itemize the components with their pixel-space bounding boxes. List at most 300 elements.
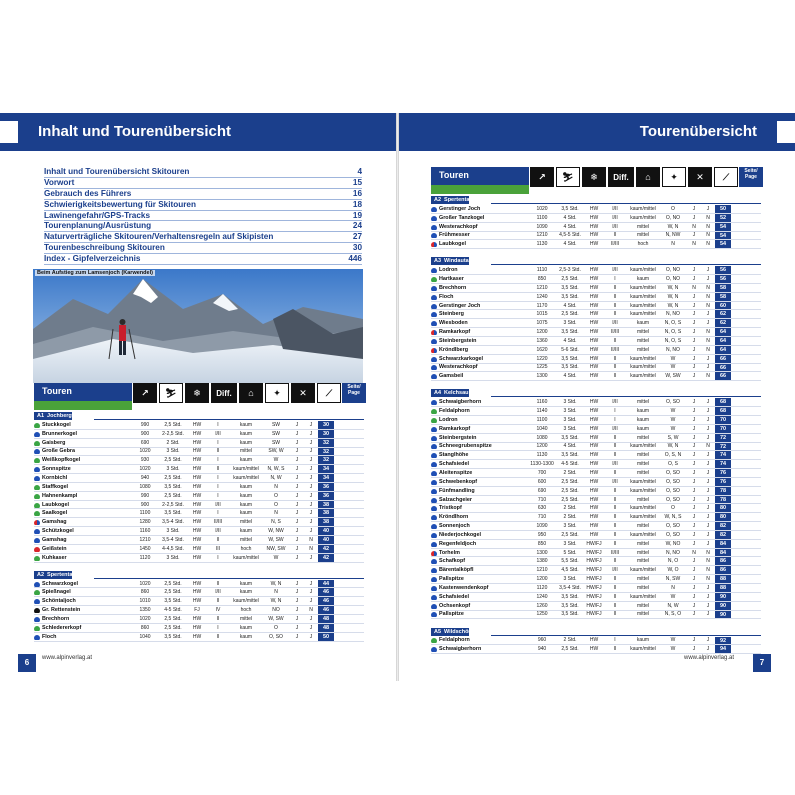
exposition: W bbox=[273, 554, 279, 561]
public-transport: J bbox=[706, 434, 710, 441]
section-header bbox=[431, 389, 491, 397]
public-transport: J bbox=[706, 505, 710, 512]
right-footer-url[interactable]: www.alpinverlag.at bbox=[684, 655, 735, 661]
ski-icon: ⟋ bbox=[714, 167, 738, 187]
public-transport: N bbox=[706, 232, 710, 239]
tour-row[interactable] bbox=[431, 205, 761, 214]
tour-row[interactable] bbox=[431, 584, 761, 593]
avalanche-risk: kaum bbox=[239, 580, 253, 587]
exposition: N, NO bbox=[666, 549, 680, 556]
duration: 2 Std. bbox=[563, 469, 577, 476]
page-ref: 64 bbox=[715, 328, 731, 336]
hut: J bbox=[692, 329, 696, 336]
tour-name bbox=[34, 634, 132, 640]
public-transport: N bbox=[706, 549, 710, 556]
difficulty: I bbox=[217, 457, 219, 464]
hut: J bbox=[692, 337, 696, 344]
tour-row[interactable] bbox=[34, 580, 364, 589]
exposition: W, SW bbox=[268, 536, 284, 543]
page-ref: 44 bbox=[318, 580, 334, 588]
duration: 3 Std. bbox=[166, 448, 180, 455]
tour-name bbox=[34, 502, 132, 508]
difficulty: II bbox=[216, 598, 220, 605]
tour-name bbox=[431, 452, 529, 458]
tour-row[interactable] bbox=[431, 540, 761, 549]
ski-type: HW bbox=[589, 487, 599, 494]
tour-row[interactable] bbox=[431, 232, 761, 241]
public-transport: J bbox=[309, 439, 313, 446]
tour-row[interactable] bbox=[34, 483, 364, 492]
tour-row[interactable] bbox=[431, 645, 761, 654]
duration: 3,5 Std. bbox=[561, 293, 579, 300]
elevation: 1040 bbox=[139, 633, 151, 640]
page-ref: 64 bbox=[715, 337, 731, 345]
duration: 3 Std. bbox=[563, 416, 577, 423]
duration: 2-2,5 Std. bbox=[162, 430, 184, 437]
tour-name-text: Schützkogel bbox=[42, 528, 74, 535]
avalanche-risk: hoch bbox=[240, 545, 252, 552]
difficulty: I bbox=[217, 492, 219, 499]
elevation: 1300 bbox=[536, 373, 548, 380]
tour-row[interactable] bbox=[34, 554, 364, 563]
page-ref: 62 bbox=[715, 310, 731, 318]
hut: J bbox=[692, 416, 696, 423]
tour-row[interactable] bbox=[431, 531, 761, 540]
avalanche-risk: mittel bbox=[637, 337, 649, 344]
duration: 3 Std. bbox=[563, 540, 577, 547]
tour-row[interactable] bbox=[34, 527, 364, 536]
tour-row[interactable] bbox=[34, 518, 364, 527]
tour-row[interactable] bbox=[431, 266, 761, 275]
tour-name-text: Schwarzkogel bbox=[42, 580, 78, 587]
hut: J bbox=[692, 373, 696, 380]
tour-name-text: Kuhkaser bbox=[42, 554, 67, 561]
tour-row[interactable] bbox=[34, 615, 364, 624]
ski-type: HW bbox=[589, 232, 599, 239]
difficulty-dot bbox=[431, 400, 437, 405]
duration: 2,5 Std. bbox=[561, 487, 579, 494]
tour-row[interactable] bbox=[34, 633, 364, 642]
left-footer-url[interactable]: www.alpinverlag.at bbox=[42, 655, 93, 661]
hut: J bbox=[692, 523, 696, 530]
tour-name bbox=[34, 555, 132, 561]
exposition: W bbox=[670, 416, 676, 423]
ski-type: HW bbox=[192, 580, 202, 587]
ski-type: HW bbox=[589, 355, 599, 362]
avalanche-risk: mittel bbox=[637, 434, 649, 441]
elevation: 1110 bbox=[536, 267, 548, 274]
public-transport: J bbox=[706, 267, 710, 274]
page-ref: 88 bbox=[715, 584, 731, 592]
page-ref: 32 bbox=[318, 456, 334, 464]
hut: N bbox=[692, 241, 696, 248]
hut: J bbox=[692, 205, 696, 212]
duration: 3 Std. bbox=[166, 554, 180, 561]
duration: 2,5 Std. bbox=[164, 589, 182, 596]
tour-row[interactable] bbox=[431, 214, 761, 223]
toc-entry[interactable] bbox=[44, 232, 362, 243]
avalanche-risk: mittel bbox=[637, 611, 649, 618]
tour-name-text: Kornbichl bbox=[42, 474, 68, 481]
duration: 3,5 Std. bbox=[561, 355, 579, 362]
tour-name bbox=[34, 475, 132, 481]
public-transport: J bbox=[309, 589, 313, 596]
tour-name-text: Schledererkopf bbox=[42, 624, 82, 631]
tour-name-text: Aleitenspitze bbox=[439, 469, 473, 476]
public-transport: J bbox=[309, 615, 313, 622]
public-transport: N bbox=[706, 214, 710, 221]
tour-name-text: Staffkogel bbox=[42, 483, 69, 490]
difficulty: II/III bbox=[610, 241, 620, 248]
toc-entry[interactable] bbox=[44, 178, 362, 189]
public-transport: J bbox=[706, 205, 710, 212]
exposition: W, NW bbox=[268, 528, 284, 535]
ski-type: HW bbox=[589, 425, 599, 432]
avalanche-risk: kaum bbox=[239, 439, 253, 446]
exposition: W bbox=[273, 457, 279, 464]
tour-row[interactable] bbox=[431, 275, 761, 284]
public-transport: J bbox=[706, 602, 710, 609]
duration: 5 Std. bbox=[563, 549, 577, 556]
difficulty-dot bbox=[34, 590, 40, 595]
tour-row[interactable] bbox=[431, 478, 761, 487]
hut: J bbox=[295, 536, 299, 543]
tour-row[interactable] bbox=[431, 310, 761, 319]
section-header bbox=[431, 257, 491, 265]
difficulty: I bbox=[614, 637, 616, 644]
hut: J bbox=[692, 311, 696, 318]
duration: 3,5 Std. bbox=[561, 452, 579, 459]
tour-row[interactable] bbox=[431, 302, 761, 311]
right-title-band bbox=[399, 113, 795, 151]
tour-row[interactable] bbox=[431, 469, 761, 478]
hut: J bbox=[692, 514, 696, 521]
tour-row[interactable] bbox=[431, 284, 761, 293]
difficulty-dot bbox=[431, 357, 437, 362]
page-ref: 50 bbox=[715, 205, 731, 213]
elevation: 1090 bbox=[536, 523, 548, 530]
toc-entry[interactable] bbox=[44, 211, 362, 222]
section-rows bbox=[431, 637, 761, 655]
duration: 4,5 Std. bbox=[561, 567, 579, 574]
tour-name-text: Feldalphorn bbox=[439, 408, 470, 415]
difficulty: II bbox=[216, 466, 220, 473]
difficulty: II bbox=[613, 602, 617, 609]
section-code: A1 bbox=[37, 413, 45, 419]
tour-name-text: Frühmesser bbox=[439, 232, 470, 239]
page-ref: 34 bbox=[318, 465, 334, 473]
hut: J bbox=[692, 540, 696, 547]
page-column-header: Seite/ Page bbox=[739, 167, 763, 187]
ski-type: HW bbox=[192, 448, 202, 455]
tour-row[interactable] bbox=[431, 549, 761, 558]
ski-type: HW bbox=[589, 637, 599, 644]
tour-row[interactable] bbox=[431, 487, 761, 496]
hut: J bbox=[295, 448, 299, 455]
page-ref: 76 bbox=[715, 469, 731, 477]
tour-row[interactable] bbox=[431, 637, 761, 646]
tour-row[interactable] bbox=[431, 346, 761, 355]
avalanche-risk: mittel bbox=[637, 558, 649, 565]
tour-row[interactable] bbox=[431, 328, 761, 337]
difficulty-dot bbox=[431, 242, 437, 247]
tour-name bbox=[431, 276, 529, 282]
tour-row[interactable] bbox=[431, 460, 761, 469]
tour-row[interactable] bbox=[34, 509, 364, 518]
difficulty: I/II bbox=[215, 589, 221, 596]
tour-row[interactable] bbox=[34, 448, 364, 457]
tour-row[interactable] bbox=[34, 456, 364, 465]
tour-row[interactable] bbox=[431, 240, 761, 249]
toc-entry[interactable] bbox=[44, 167, 362, 178]
tour-row[interactable] bbox=[431, 293, 761, 302]
tour-row[interactable] bbox=[431, 504, 761, 513]
page-ref: 38 bbox=[318, 501, 334, 509]
difficulty-dot bbox=[34, 635, 40, 640]
duration: 3,5 Std. bbox=[561, 593, 579, 600]
tour-row[interactable] bbox=[431, 416, 761, 425]
tour-name bbox=[431, 523, 529, 529]
avalanche-risk: hoch bbox=[637, 241, 649, 248]
difficulty-dot bbox=[34, 538, 40, 543]
public-transport: N bbox=[706, 223, 710, 230]
ski-type: HW/FJ bbox=[586, 540, 602, 547]
hut: J bbox=[692, 232, 696, 239]
public-transport: N bbox=[309, 545, 313, 552]
difficulty-dot bbox=[34, 608, 40, 613]
difficulty-dot bbox=[34, 582, 40, 587]
tour-row[interactable] bbox=[34, 545, 364, 554]
exposition: N bbox=[274, 589, 278, 596]
section-name: Windautal bbox=[444, 258, 471, 265]
tour-name bbox=[431, 417, 529, 423]
section-header bbox=[431, 628, 491, 636]
ski-type: HW bbox=[589, 364, 599, 371]
difficulty: I bbox=[217, 624, 219, 631]
page-ref: 88 bbox=[715, 575, 731, 583]
difficulty-dot bbox=[34, 467, 40, 472]
avalanche-risk: kaum/mittel bbox=[630, 373, 656, 380]
tour-row[interactable] bbox=[431, 522, 761, 531]
public-transport: J bbox=[309, 466, 313, 473]
difficulty: II bbox=[613, 284, 617, 291]
page-ref: 56 bbox=[715, 266, 731, 274]
elevation: 1130 bbox=[536, 241, 548, 248]
tour-row[interactable] bbox=[431, 223, 761, 232]
duration: 3,5 Std. bbox=[164, 598, 182, 605]
hut: J bbox=[692, 214, 696, 221]
tour-name-text: Wiesboden bbox=[439, 320, 468, 327]
tour-name bbox=[34, 422, 132, 428]
tour-row[interactable] bbox=[34, 606, 364, 615]
avalanche-risk: kaum bbox=[636, 425, 650, 432]
toc-entry-page: 27 bbox=[352, 232, 362, 242]
tour-name-text: Steinbergstein bbox=[439, 337, 477, 344]
tour-row[interactable] bbox=[431, 398, 761, 407]
duration: 2,5 Std. bbox=[164, 624, 182, 631]
hut: J bbox=[692, 408, 696, 415]
tour-row[interactable] bbox=[431, 425, 761, 434]
hut: J bbox=[692, 646, 696, 653]
tour-name bbox=[34, 519, 132, 525]
tour-row[interactable] bbox=[431, 337, 761, 346]
tour-row[interactable] bbox=[431, 443, 761, 452]
ski-type: HW bbox=[589, 302, 599, 309]
difficulty: I/II bbox=[612, 267, 618, 274]
ski-type: HW bbox=[589, 496, 599, 503]
duration: 3,5 Std. bbox=[561, 434, 579, 441]
tour-row[interactable] bbox=[431, 434, 761, 443]
duration: 2,5 Std. bbox=[561, 531, 579, 538]
page-ref: 66 bbox=[715, 372, 731, 380]
page-ref: 30 bbox=[318, 421, 334, 429]
tour-row[interactable] bbox=[431, 364, 761, 373]
exposition: SW bbox=[271, 421, 281, 428]
tour-name bbox=[34, 528, 132, 534]
tour-row[interactable] bbox=[34, 501, 364, 510]
avalanche-risk: kaum bbox=[636, 276, 650, 283]
tour-row[interactable] bbox=[431, 513, 761, 522]
elevation: 850 bbox=[537, 540, 547, 547]
tour-name bbox=[431, 215, 529, 221]
tour-name bbox=[34, 546, 132, 552]
elevation: 1620 bbox=[536, 346, 548, 353]
difficulty: II bbox=[216, 633, 220, 640]
duration: 4 Std. bbox=[563, 241, 577, 248]
difficulty: II bbox=[613, 293, 617, 300]
ski-type: HW bbox=[589, 223, 599, 230]
tour-row[interactable] bbox=[431, 355, 761, 364]
duration: 3,5 Std. bbox=[164, 483, 182, 490]
ski-type: HW bbox=[589, 284, 599, 291]
tour-row[interactable] bbox=[431, 557, 761, 566]
page-ref: 86 bbox=[715, 557, 731, 565]
avalanche-risk: kaum/mittel bbox=[233, 598, 259, 605]
mountain-photo bbox=[33, 269, 363, 383]
difficulty: II bbox=[613, 469, 617, 476]
tour-name bbox=[431, 338, 529, 344]
elevation: 690 bbox=[140, 439, 150, 446]
tour-row[interactable] bbox=[431, 372, 761, 381]
hut-icon: ⌂ bbox=[636, 167, 660, 187]
tour-name-text: Gamsbeil bbox=[439, 373, 464, 380]
duration: 3 Std. bbox=[563, 320, 577, 327]
public-transport: J bbox=[706, 478, 710, 485]
page-ref: 48 bbox=[318, 624, 334, 632]
public-transport: J bbox=[706, 416, 710, 423]
tour-name-text: Westerachkopf bbox=[439, 223, 478, 230]
hut: J bbox=[692, 487, 696, 494]
page-ref: 76 bbox=[715, 478, 731, 486]
exposition: NO bbox=[272, 607, 280, 614]
elevation: 1450 bbox=[139, 545, 151, 552]
tour-row[interactable] bbox=[431, 566, 761, 575]
tour-name-text: Kröndlberg bbox=[439, 346, 469, 353]
avalanche-risk: mittel bbox=[637, 469, 649, 476]
avalanche-risk: kaum bbox=[239, 528, 253, 535]
duration: 2,5-3 Std. bbox=[559, 267, 581, 274]
hut: J bbox=[295, 528, 299, 535]
difficulty: II/III bbox=[610, 346, 620, 353]
tour-row[interactable] bbox=[34, 430, 364, 439]
tour-row[interactable] bbox=[431, 451, 761, 460]
toc-entry-page: 30 bbox=[352, 243, 362, 253]
tour-row[interactable] bbox=[34, 492, 364, 501]
tour-name bbox=[431, 594, 529, 600]
exposition: O bbox=[274, 492, 278, 499]
difficulty: II bbox=[613, 487, 617, 494]
tour-row[interactable] bbox=[34, 465, 364, 474]
tour-row[interactable] bbox=[431, 319, 761, 328]
toc-entry[interactable] bbox=[44, 254, 362, 265]
avalanche-risk: kaum bbox=[239, 589, 253, 596]
toc-entry[interactable] bbox=[44, 189, 362, 200]
hut: N bbox=[692, 284, 696, 291]
public-transport: J bbox=[706, 540, 710, 547]
duration: 2,5 Std. bbox=[164, 492, 182, 499]
exposition: N, W bbox=[270, 474, 282, 481]
exposition: O, SO bbox=[269, 633, 283, 640]
page-ref: 82 bbox=[715, 531, 731, 539]
page-ref: 38 bbox=[318, 509, 334, 517]
exposition: W, N bbox=[667, 223, 679, 230]
tour-name-text: Salzachgeier bbox=[439, 496, 472, 503]
exposition: W bbox=[670, 355, 676, 362]
page-ref: 66 bbox=[715, 364, 731, 372]
tour-row[interactable] bbox=[34, 588, 364, 597]
tour-row[interactable] bbox=[34, 421, 364, 430]
toc-entry[interactable] bbox=[44, 221, 362, 232]
ski-type: HW bbox=[192, 492, 202, 499]
toc-entry[interactable] bbox=[44, 243, 362, 254]
tour-row[interactable] bbox=[34, 536, 364, 545]
tour-row[interactable] bbox=[431, 593, 761, 602]
public-transport: N bbox=[706, 443, 710, 450]
tour-row[interactable] bbox=[431, 496, 761, 505]
exposition: W, N, S bbox=[664, 514, 682, 521]
avalanche-risk: mittel bbox=[637, 549, 649, 556]
table-title bbox=[431, 167, 529, 194]
tour-row[interactable] bbox=[431, 602, 761, 611]
tour-row[interactable] bbox=[34, 439, 364, 448]
tour-row[interactable] bbox=[431, 611, 761, 620]
exposition: O, SO bbox=[666, 478, 680, 485]
public-transport: J bbox=[706, 593, 710, 600]
page-ref: 38 bbox=[318, 518, 334, 526]
left-page bbox=[0, 113, 396, 681]
difficulty: I/II bbox=[612, 223, 618, 230]
tour-row[interactable] bbox=[34, 474, 364, 483]
elevation: 1300 bbox=[536, 549, 548, 556]
tour-name bbox=[34, 466, 132, 472]
difficulty: II bbox=[613, 558, 617, 565]
ski-type: HW bbox=[192, 510, 202, 517]
page-ref: 74 bbox=[715, 451, 731, 459]
toc-entry[interactable] bbox=[44, 200, 362, 211]
tour-row[interactable] bbox=[431, 407, 761, 416]
tour-row[interactable] bbox=[431, 575, 761, 584]
page-ref: 42 bbox=[318, 554, 334, 562]
tour-name-text: Laubkogel bbox=[439, 241, 466, 248]
avalanche-risk: mittel bbox=[637, 540, 649, 547]
tour-row[interactable] bbox=[34, 597, 364, 606]
tour-name-text: Floch bbox=[439, 293, 454, 300]
hut: J bbox=[295, 519, 299, 526]
tour-row[interactable] bbox=[34, 624, 364, 633]
ski-icon: ⟋ bbox=[317, 383, 341, 403]
difficulty-dot bbox=[431, 207, 437, 212]
public-transport: J bbox=[309, 554, 313, 561]
